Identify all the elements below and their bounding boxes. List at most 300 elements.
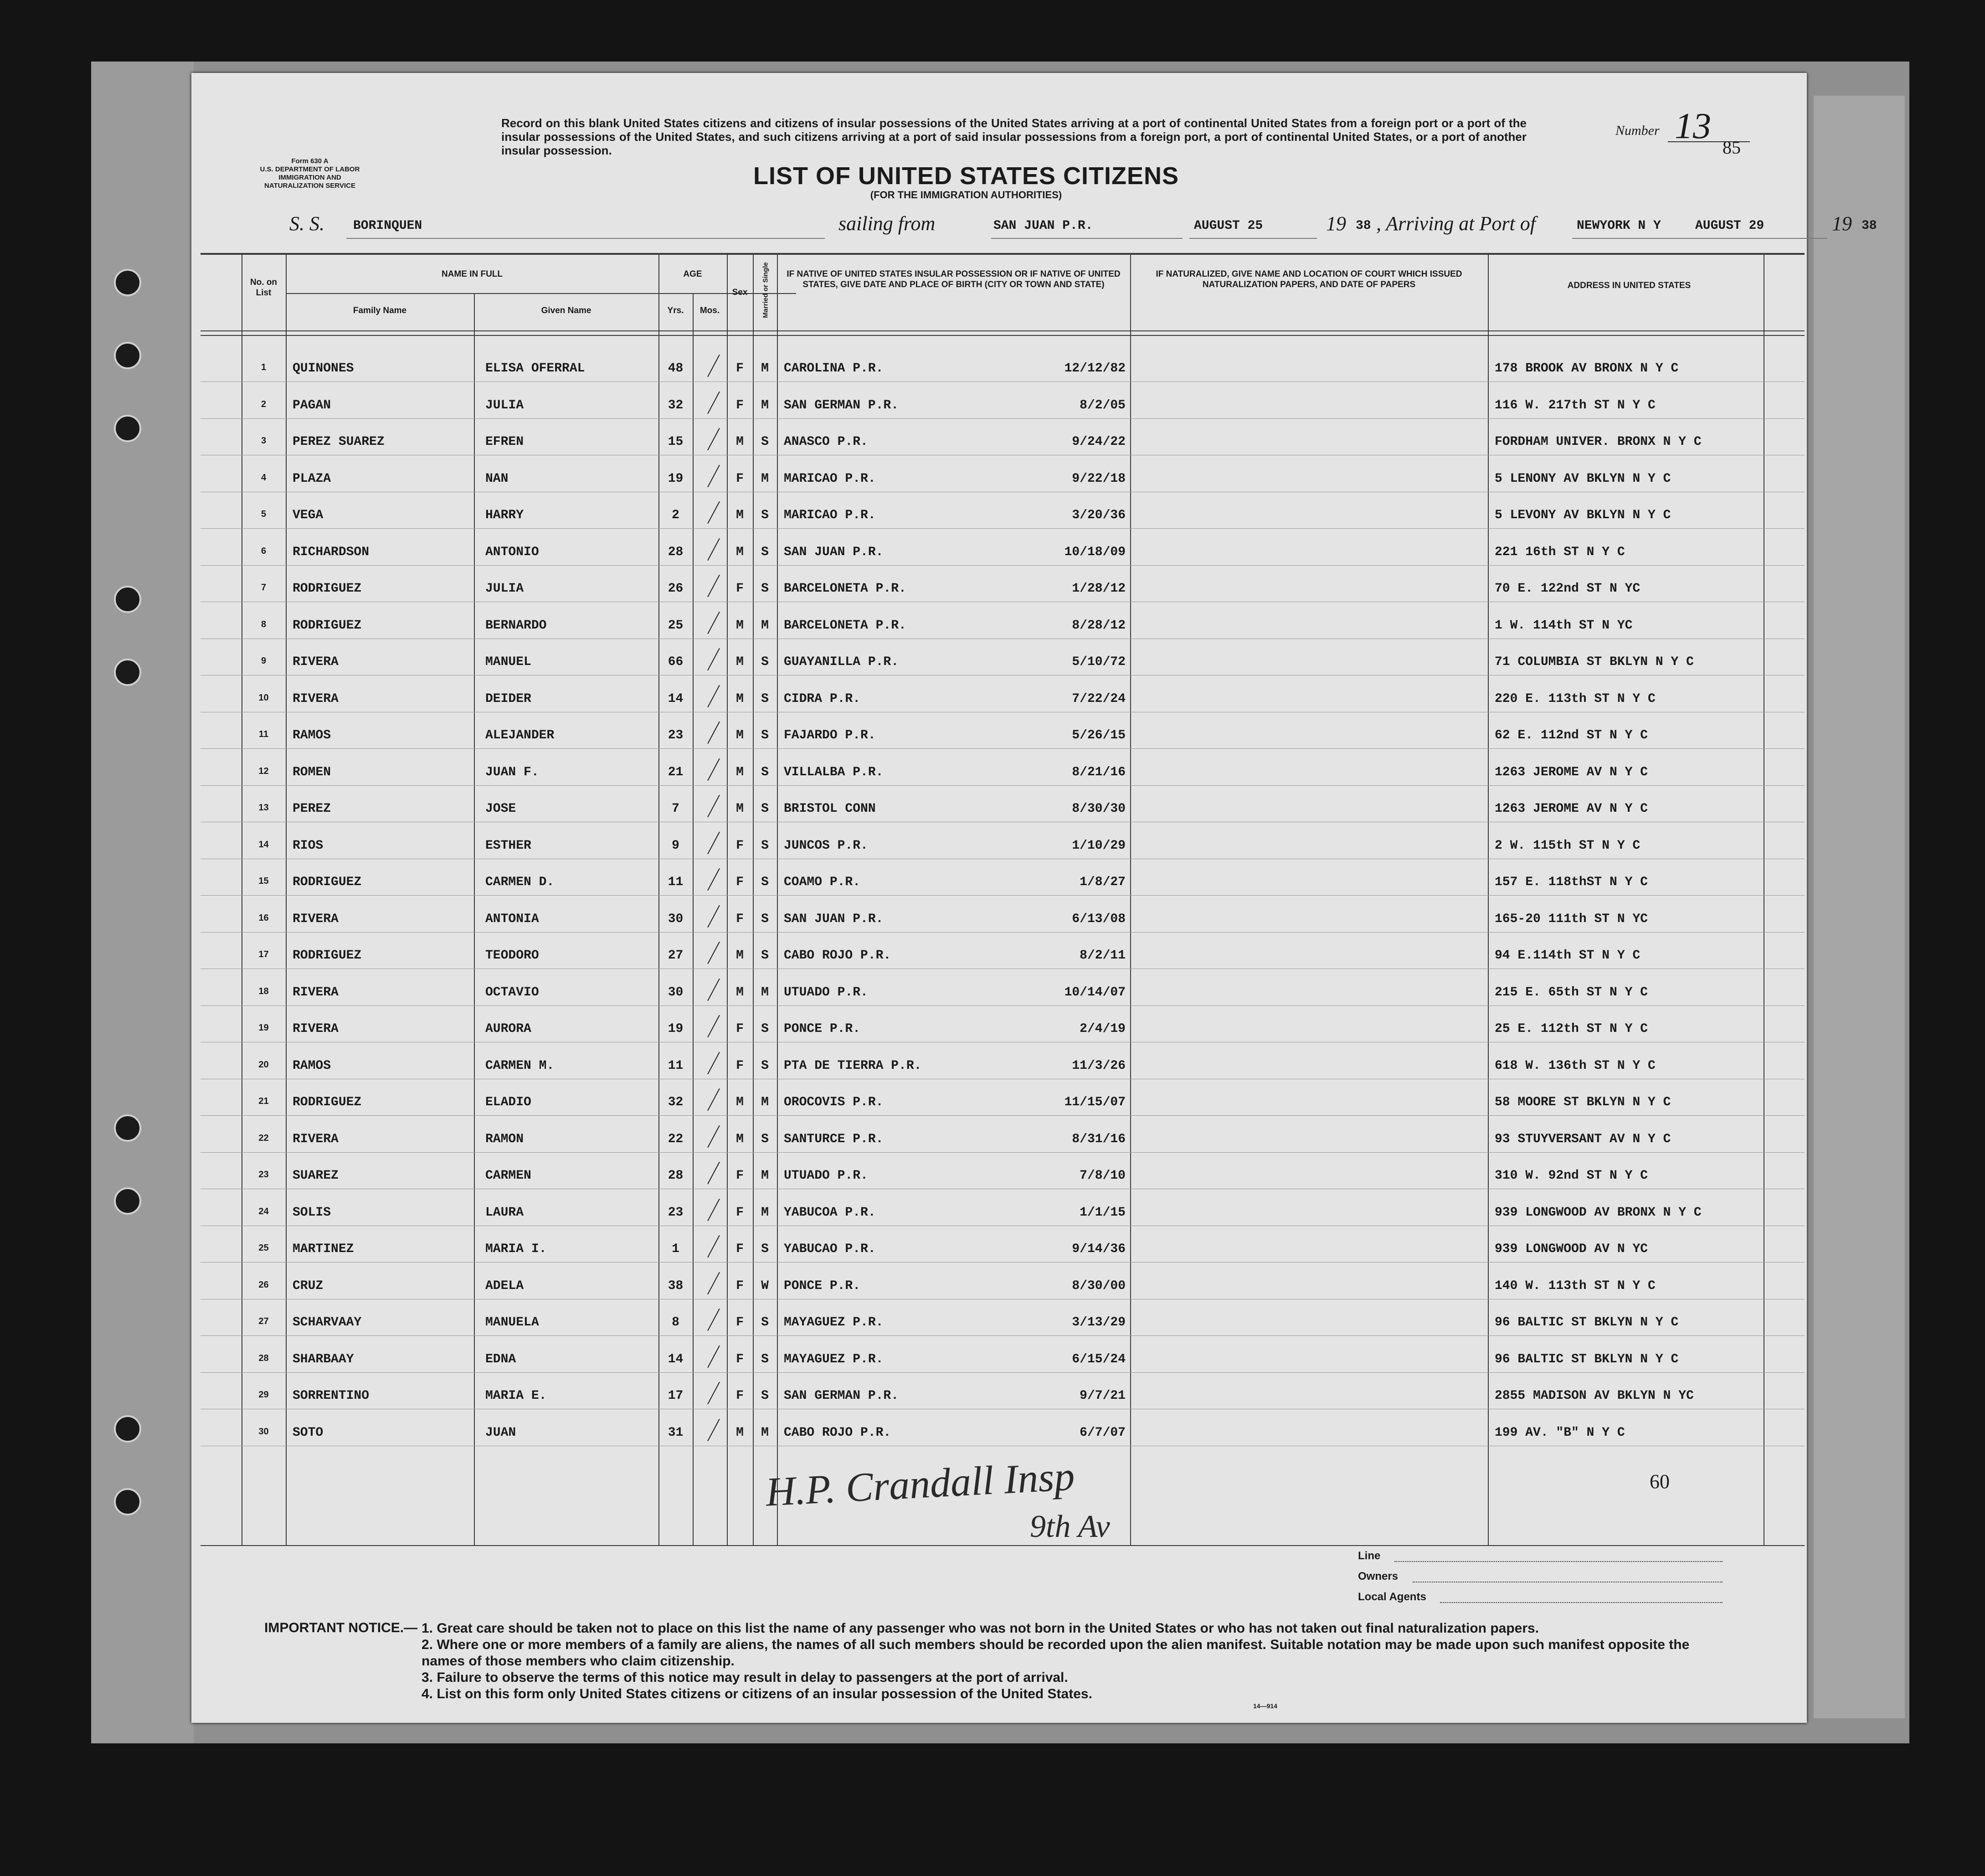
address: 96 BALTIC ST BKLYN N Y C — [1495, 1352, 1679, 1366]
family-name: PEREZ — [293, 802, 331, 816]
sex: M — [736, 655, 744, 669]
agent-local-field — [1440, 1602, 1723, 1603]
sailing-label: sailing from — [838, 212, 936, 235]
row-number: 26 — [258, 1279, 269, 1290]
mos-tick-mark — [707, 648, 720, 671]
header-sex: Sex — [732, 288, 748, 297]
marital-status: W — [761, 1278, 769, 1293]
marital-status: S — [761, 1058, 769, 1073]
port-underline — [1572, 238, 1827, 239]
table-row — [191, 684, 1807, 720]
birth-place: PONCE P.R. — [784, 1022, 861, 1036]
row-rule — [201, 1262, 1805, 1263]
age-years: 23 — [668, 728, 684, 742]
family-name: RODRIGUEZ — [293, 582, 362, 596]
mos-tick-mark — [707, 1198, 720, 1221]
sex: M — [736, 985, 744, 1000]
table-bottom-rule — [201, 1545, 1805, 1546]
age-years: 1 — [672, 1242, 679, 1256]
birth-date: 8/30/30 — [1072, 802, 1126, 816]
age-years: 23 — [668, 1205, 684, 1220]
number-label: Number — [1615, 123, 1660, 138]
mos-tick-mark — [707, 1418, 720, 1441]
address: 25 E. 112th ST N Y C — [1495, 1022, 1648, 1036]
row-number: 17 — [258, 949, 269, 959]
table-top-rule — [201, 253, 1805, 255]
birth-date: 3/20/36 — [1072, 508, 1126, 522]
birth-date: 1/1/15 — [1080, 1205, 1126, 1220]
age-years: 30 — [668, 912, 684, 926]
address: 5 LENONY AV BKLYN N Y C — [1495, 471, 1671, 486]
header-no: No. on List — [250, 278, 278, 298]
family-name: RIVERA — [293, 1132, 339, 1146]
row-number: 12 — [258, 766, 269, 776]
birth-date: 6/15/24 — [1072, 1352, 1126, 1366]
mos-tick-mark — [707, 1345, 720, 1368]
mos-tick-mark — [707, 795, 720, 818]
header-age: AGE — [683, 269, 702, 279]
birth-place: MAYAGUEZ P.R. — [784, 1315, 884, 1330]
form-identifier — [242, 157, 378, 190]
sex: M — [736, 765, 744, 779]
binding-hole — [114, 659, 141, 686]
birth-date: 5/26/15 — [1072, 728, 1126, 742]
birth-date: 7/8/10 — [1080, 1169, 1126, 1183]
sex: F — [736, 1058, 744, 1073]
family-name: RICHARDSON — [293, 545, 370, 559]
row-rule — [201, 1372, 1805, 1373]
inspector-signature: H.P. Crandall Insp — [764, 1453, 1076, 1515]
mos-tick-mark — [707, 978, 720, 1001]
age-years: 7 — [672, 802, 679, 816]
table-header-rule — [201, 330, 1805, 331]
age-years: 21 — [668, 765, 684, 779]
birth-place: YABUCOA P.R. — [784, 1205, 876, 1220]
age-years: 14 — [668, 691, 684, 706]
table-row — [191, 1417, 1807, 1454]
row-number: 21 — [258, 1096, 269, 1106]
given-name: CARMEN — [485, 1169, 531, 1183]
address: 165-20 111th ST N YC — [1495, 912, 1648, 926]
binding-hole — [114, 342, 141, 369]
table-row — [191, 1271, 1807, 1307]
given-name: ANTONIO — [485, 545, 539, 559]
address: 116 W. 217th ST N Y C — [1495, 398, 1656, 412]
sex: M — [736, 435, 744, 449]
address: 618 W. 136th ST N Y C — [1495, 1058, 1656, 1073]
age-years: 66 — [668, 655, 684, 669]
header-name-in-full: NAME IN FULL — [441, 269, 503, 279]
age-years: 28 — [668, 545, 684, 559]
notice-item: 4. List on this form only United States citizens or citizens of an insular possession of the United States. — [422, 1686, 1092, 1701]
given-name: JUAN F. — [485, 765, 539, 779]
header-mos: Mos. — [699, 306, 720, 315]
family-name: RIVERA — [293, 912, 339, 926]
binding-hole — [114, 586, 141, 613]
page-count: 60 — [1650, 1470, 1670, 1493]
age-years: 48 — [668, 361, 684, 376]
family-name: RIOS — [293, 838, 324, 853]
mos-tick-mark — [707, 722, 720, 744]
marital-status: M — [761, 361, 769, 376]
marital-status: M — [761, 1205, 769, 1220]
birth-place: CAROLINA P.R. — [784, 361, 884, 376]
row-rule — [201, 1115, 1805, 1116]
from-underline — [991, 238, 1183, 239]
family-name: VEGA — [293, 508, 324, 522]
birth-place: MARICAO P.R. — [784, 508, 876, 522]
table-row — [191, 427, 1807, 463]
year-1: 38 — [1356, 219, 1371, 233]
mos-tick-mark — [707, 501, 720, 524]
age-years: 2 — [672, 508, 679, 522]
intro-text: Record on this blank United States citizens and citizens of insular possessions of the United States arriving at a port of continental United States from a foreign port or a port of the insular possessions of the United States, and such citizens arriving at a port of said insular possessions from a foreign port, a port of continental United States, or a port of another insular possession. — [501, 116, 1527, 157]
sex: F — [736, 471, 744, 486]
given-name: EDNA — [485, 1352, 516, 1366]
given-name: BERNARDO — [485, 618, 547, 633]
birth-date: 9/14/36 — [1072, 1242, 1126, 1256]
header-address: ADDRESS IN UNITED STATES — [1567, 281, 1691, 290]
birth-date: 8/21/16 — [1072, 765, 1126, 779]
sex: M — [736, 1425, 744, 1440]
row-number: 5 — [261, 509, 267, 519]
table-row — [191, 1307, 1807, 1344]
given-name: JOSE — [485, 802, 516, 816]
family-name: MARTINEZ — [293, 1242, 354, 1256]
mos-tick-mark — [707, 464, 720, 487]
birth-date: 11/3/26 — [1072, 1058, 1126, 1073]
table-row — [191, 830, 1807, 867]
address: 96 BALTIC ST BKLYN N Y C — [1495, 1315, 1679, 1330]
table-row — [191, 537, 1807, 573]
table-row — [191, 1087, 1807, 1124]
row-rule — [201, 1152, 1805, 1153]
marital-status: S — [761, 691, 769, 706]
row-number: 4 — [261, 472, 267, 483]
printer-code: 14—914 — [1253, 1702, 1277, 1710]
given-name: ALEJANDER — [485, 728, 555, 742]
address: 5 LEVONY AV BKLYN N Y C — [1495, 508, 1671, 522]
table-row — [191, 1124, 1807, 1160]
marital-status: M — [761, 1169, 769, 1183]
row-number: 29 — [258, 1390, 269, 1400]
given-name: LAURA — [485, 1205, 524, 1220]
notice-item: 3. Failure to observe the terms of this notice may result in delay to passengers at the port of arrival. — [422, 1670, 1068, 1685]
notice-item: 2. Where one or more members of a family are aliens, the names of all such members should be recorded upon the alien manifest. Suitable notation may be made upon such manifest opposite the names of those members who claim citizenship. — [422, 1637, 1690, 1669]
mos-tick-mark — [707, 391, 720, 414]
mos-tick-mark — [707, 1088, 720, 1111]
mos-tick-mark — [707, 1309, 720, 1331]
row-rule — [201, 748, 1805, 749]
age-years: 31 — [668, 1425, 684, 1440]
mos-tick-mark — [707, 868, 720, 891]
age-years: 15 — [668, 435, 684, 449]
address: 1263 JEROME AV N Y C — [1495, 765, 1648, 779]
given-name: MANUEL — [485, 655, 531, 669]
marital-status: M — [761, 1095, 769, 1109]
sex: M — [736, 948, 744, 963]
table-header-rule — [201, 335, 1805, 336]
family-name: RAMOS — [293, 728, 331, 742]
form-line: U.S. DEPARTMENT OF LABOR — [260, 165, 360, 173]
birth-date: 8/30/00 — [1072, 1278, 1126, 1293]
birth-place: CABO ROJO P.R. — [784, 1425, 891, 1440]
birth-date: 2/4/19 — [1080, 1022, 1126, 1036]
agent-owners-label: Owners — [1358, 1570, 1399, 1582]
mos-tick-mark — [707, 611, 720, 634]
given-name: NAN — [485, 471, 509, 486]
given-name: RAMON — [485, 1132, 524, 1146]
birth-place: MAYAGUEZ P.R. — [784, 1352, 884, 1366]
row-number: 28 — [258, 1353, 269, 1363]
marital-status: S — [761, 1315, 769, 1330]
marital-status: S — [761, 1389, 769, 1403]
form-line: Form 630 A — [291, 157, 329, 165]
family-name: SCHARVAAY — [293, 1315, 362, 1330]
sex: F — [736, 875, 744, 889]
row-number: 18 — [258, 986, 269, 996]
header-yrs: Yrs. — [667, 306, 684, 315]
birth-date: 8/28/12 — [1072, 618, 1126, 633]
address: 215 E. 65th ST N Y C — [1495, 985, 1648, 1000]
birth-date: 9/7/21 — [1080, 1389, 1126, 1403]
given-name: TEODORO — [485, 948, 539, 963]
birth-place: BRISTOL CONN — [784, 802, 876, 816]
given-name: JULIA — [485, 398, 524, 412]
given-name: HARRY — [485, 508, 524, 522]
table-row — [191, 500, 1807, 536]
row-rule — [201, 565, 1805, 566]
binding-hole — [114, 1415, 141, 1443]
row-number: 7 — [261, 582, 267, 593]
family-name: RODRIGUEZ — [293, 1095, 362, 1109]
given-name: ESTHER — [485, 838, 531, 853]
given-name: JULIA — [485, 582, 524, 596]
background-sheet-edge — [1814, 96, 1905, 1718]
marital-status: S — [761, 912, 769, 926]
given-name: CARMEN D. — [485, 875, 555, 889]
birth-place: JUNCOS P.R. — [784, 838, 868, 853]
address: 939 LONGWOOD AV BRONX N Y C — [1495, 1205, 1702, 1220]
marital-status: S — [761, 582, 769, 596]
birth-date: 3/13/29 — [1072, 1315, 1126, 1330]
mos-tick-mark — [707, 355, 720, 377]
address: 1263 JEROME AV N Y C — [1495, 802, 1648, 816]
row-rule — [201, 381, 1805, 382]
given-name: DEIDER — [485, 691, 531, 706]
sex: F — [736, 1278, 744, 1293]
birth-date: 7/22/24 — [1072, 691, 1126, 706]
marital-status: S — [761, 545, 769, 559]
mos-tick-mark — [707, 1382, 720, 1405]
row-number: 15 — [258, 876, 269, 886]
mos-tick-mark — [707, 1272, 720, 1294]
page-title: LIST OF UNITED STATES CITIZENS — [753, 162, 1179, 190]
given-name: AURORA — [485, 1022, 531, 1036]
family-name: RIVERA — [293, 691, 339, 706]
row-number: 10 — [258, 692, 269, 703]
birth-place: SAN JUAN P.R. — [784, 912, 884, 926]
mos-tick-mark — [707, 575, 720, 598]
address: 2 W. 115th ST N Y C — [1495, 838, 1640, 853]
family-name: SUAREZ — [293, 1169, 339, 1183]
date-underline — [1189, 238, 1317, 239]
marital-status: S — [761, 1132, 769, 1146]
row-number: 2 — [261, 399, 267, 409]
arriving-label: , Arriving at Port of — [1376, 212, 1536, 235]
sex: F — [736, 838, 744, 853]
header-naturalized: IF NATURALIZED, GIVE NAME AND LOCATION OF COURT WHICH ISSUED NATURALIZATION PAPERS, AND DATE OF PAPERS — [1156, 269, 1462, 289]
sex: F — [736, 912, 744, 926]
birth-place: CIDRA P.R. — [784, 691, 861, 706]
row-rule — [201, 528, 1805, 529]
table-row — [191, 757, 1807, 794]
binding-hole — [114, 1488, 141, 1515]
birth-place: COAMO P.R. — [784, 875, 861, 889]
given-name: MARIA I. — [485, 1242, 547, 1256]
table-row — [191, 720, 1807, 757]
row-number: 20 — [258, 1059, 269, 1070]
sex: M — [736, 802, 744, 816]
mos-tick-mark — [707, 1125, 720, 1148]
address: 58 MOORE ST BKLYN N Y C — [1495, 1095, 1671, 1109]
form-line: NATURALIZATION SERVICE — [264, 182, 355, 190]
family-name: QUINONES — [293, 361, 354, 376]
binding-hole — [114, 269, 141, 296]
age-years: 19 — [668, 471, 684, 486]
address: 220 E. 113th ST N Y C — [1495, 691, 1656, 706]
sex: M — [736, 1132, 744, 1146]
sex: M — [736, 691, 744, 706]
birth-place: BARCELONETA P.R. — [784, 618, 906, 633]
age-years: 11 — [668, 1058, 684, 1073]
given-name: OCTAVIO — [485, 985, 539, 1000]
year-2: 38 — [1862, 219, 1877, 233]
age-years: 27 — [668, 948, 684, 963]
birth-date: 10/18/09 — [1064, 545, 1126, 559]
given-name: CARMEN M. — [485, 1058, 555, 1073]
family-name: RODRIGUEZ — [293, 948, 362, 963]
mos-tick-mark — [707, 831, 720, 854]
row-rule — [201, 785, 1805, 786]
ss-label: S. S. — [289, 212, 324, 235]
given-name: JUAN — [485, 1425, 516, 1440]
address: 93 STUYVERSANT AV N Y C — [1495, 1132, 1671, 1146]
address: 1 W. 114th ST N YC — [1495, 618, 1633, 633]
sex: M — [736, 545, 744, 559]
table-row — [191, 940, 1807, 977]
address: 94 E.114th ST N Y C — [1495, 948, 1640, 963]
row-number: 3 — [261, 436, 267, 446]
family-name: SORRENTINO — [293, 1389, 370, 1403]
given-name: ADELA — [485, 1278, 524, 1293]
birth-place: PONCE P.R. — [784, 1278, 861, 1293]
sex: M — [736, 1095, 744, 1109]
given-name: MARIA E. — [485, 1389, 547, 1403]
age-years: 9 — [672, 838, 679, 853]
row-number: 23 — [258, 1170, 269, 1180]
table-row — [191, 464, 1807, 500]
table-row — [191, 573, 1807, 610]
row-number: 25 — [258, 1243, 269, 1253]
sex: M — [736, 508, 744, 522]
age-years: 17 — [668, 1389, 684, 1403]
birth-date: 12/12/82 — [1064, 361, 1126, 376]
address: 310 W. 92nd ST N Y C — [1495, 1169, 1648, 1183]
age-years: 19 — [668, 1022, 684, 1036]
ship-name: BORINQUEN — [353, 219, 422, 233]
birth-date: 6/7/07 — [1080, 1425, 1126, 1440]
age-years: 28 — [668, 1169, 684, 1183]
age-years: 14 — [668, 1352, 684, 1366]
birth-date: 9/24/22 — [1072, 435, 1126, 449]
sex: F — [736, 1389, 744, 1403]
given-name: ELISA OFERRAL — [485, 361, 585, 376]
arrival-port: NEWYORK N Y — [1577, 219, 1661, 233]
sex: F — [736, 1022, 744, 1036]
mos-tick-mark — [707, 758, 720, 781]
sex: F — [736, 361, 744, 376]
birth-date: 8/2/11 — [1080, 948, 1126, 963]
row-number: 1 — [261, 362, 267, 372]
age-years: 30 — [668, 985, 684, 1000]
page-subtitle: (FOR THE IMMIGRATION AUTHORITIES) — [870, 189, 1062, 201]
row-number: 13 — [258, 803, 269, 813]
sailing-date: AUGUST 25 — [1194, 219, 1263, 233]
birth-date: 8/31/16 — [1072, 1132, 1126, 1146]
family-name: SOTO — [293, 1425, 324, 1440]
sex: M — [736, 618, 744, 633]
marital-status: S — [761, 435, 769, 449]
marital-status: S — [761, 1022, 769, 1036]
row-number: 14 — [258, 839, 269, 850]
address: 157 E. 118thST N Y C — [1495, 875, 1648, 889]
header-family: Family Name — [353, 306, 407, 315]
given-name: MANUELA — [485, 1315, 539, 1330]
notice-item: 1. Great care should be taken not to place on this list the name of any passenger who was not born in the United States or who has not taken out final naturalization papers. — [422, 1621, 1539, 1636]
table-row — [191, 867, 1807, 903]
age-years: 11 — [668, 875, 684, 889]
sex: F — [736, 1315, 744, 1330]
mos-tick-mark — [707, 942, 720, 964]
age-years: 25 — [668, 618, 684, 633]
header-married: Married or Single — [761, 262, 770, 318]
marital-status: S — [761, 802, 769, 816]
family-name: CRUZ — [293, 1278, 324, 1293]
sailing-from: SAN JUAN P.R. — [993, 219, 1093, 233]
birth-place: UTUADO P.R. — [784, 1169, 868, 1183]
family-name: RODRIGUEZ — [293, 875, 362, 889]
birth-date: 1/10/29 — [1072, 838, 1126, 853]
age-years: 8 — [672, 1315, 679, 1330]
row-number: 22 — [258, 1133, 269, 1143]
age-years: 22 — [668, 1132, 684, 1146]
birth-date: 1/28/12 — [1072, 582, 1126, 596]
age-years: 26 — [668, 582, 684, 596]
sex: F — [736, 398, 744, 412]
family-name: PAGAN — [293, 398, 331, 412]
given-name: ELADIO — [485, 1095, 531, 1109]
mos-tick-mark — [707, 538, 720, 561]
table-row — [191, 1344, 1807, 1381]
table-row — [191, 1051, 1807, 1087]
table-row — [191, 1234, 1807, 1270]
binding-hole — [114, 1187, 141, 1215]
binding-hole — [114, 1114, 141, 1142]
address: 2855 MADISON AV BKLYN N YC — [1495, 1389, 1694, 1403]
agent-line-field — [1394, 1561, 1723, 1562]
table-row — [191, 390, 1807, 427]
